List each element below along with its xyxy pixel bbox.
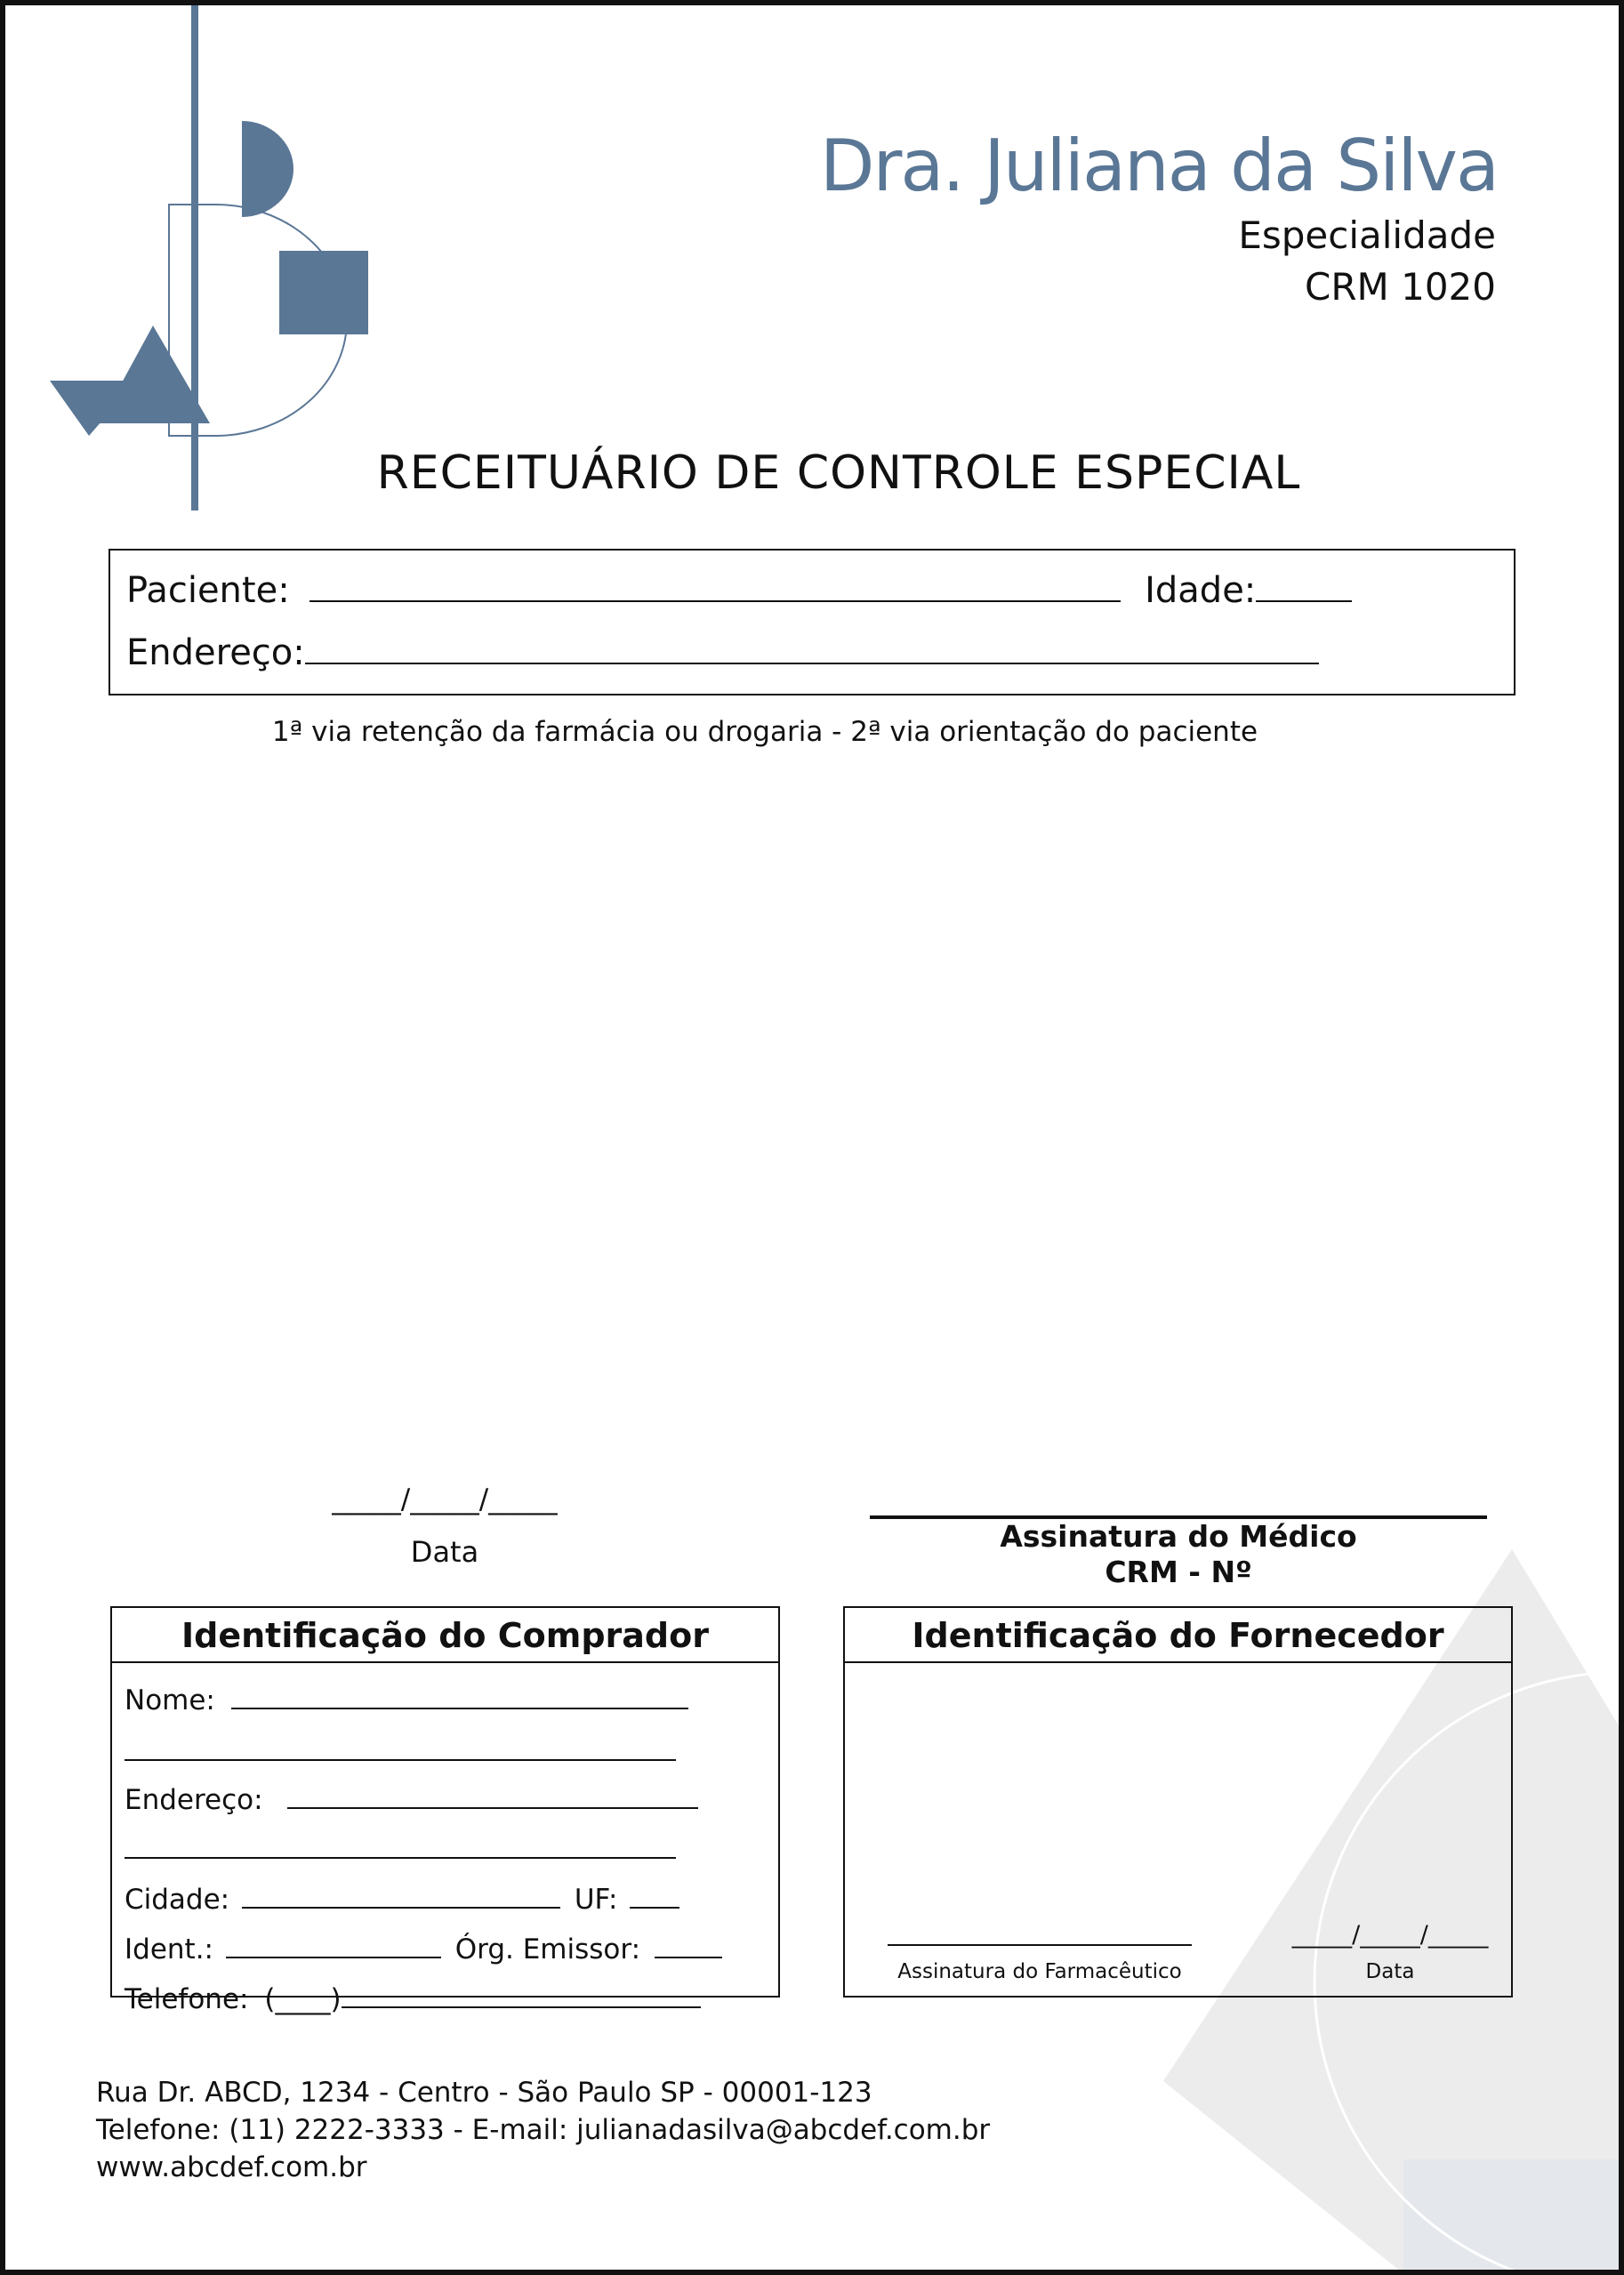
pharmacist-signature-line[interactable] — [888, 1944, 1192, 1946]
buyer-phone-field[interactable] — [342, 1980, 701, 2008]
patient-name-label: Paciente: — [126, 570, 290, 611]
supplier-box-title: Identificação do Fornecedor — [845, 1608, 1511, 1663]
prescription-date-label: Data — [410, 1535, 479, 1569]
patient-box — [109, 549, 1515, 695]
buyer-issuer-field[interactable] — [655, 1930, 722, 1958]
buyer-phone-prefix: (____) — [264, 1983, 342, 2015]
via-note: 1ª via retenção da farmácia ou drogaria - 2ª via orientação do paciente — [271, 716, 1258, 748]
patient-name-row — [126, 568, 1352, 611]
prescription-date-field[interactable]: _____/_____/_____ — [332, 1483, 558, 1515]
buyer-box-title: Identificação do Comprador — [112, 1608, 778, 1663]
buyer-uf-label: UF: — [574, 1884, 618, 1916]
supplier-date-label: Data — [1365, 1960, 1415, 1983]
buyer-city-row — [125, 1880, 679, 1916]
buyer-phone-label: Telefone: — [125, 1983, 249, 2015]
buyer-uf-field[interactable] — [630, 1880, 679, 1909]
doctor-crm: CRM 1020 — [1305, 265, 1496, 309]
doctor-specialty: Especialidade — [1238, 213, 1496, 257]
doctor-signature-title — [870, 1519, 1487, 1590]
pharmacist-signature-label: Assinatura do Farmacêutico — [897, 1960, 1182, 1983]
buyer-name-field[interactable] — [231, 1681, 688, 1709]
buyer-address-label: Endereço: — [125, 1784, 263, 1816]
buyer-city-field[interactable] — [242, 1880, 560, 1909]
supplier-date-field[interactable]: _____/_____/_____ — [1291, 1921, 1489, 1949]
logo-graphic — [44, 0, 418, 516]
patient-address-row — [126, 631, 1319, 673]
doctor-crm-label: CRM - Nº — [1105, 1555, 1252, 1589]
patient-age-label: Idade: — [1145, 570, 1257, 611]
buyer-address-row — [125, 1781, 698, 1816]
patient-name-field[interactable] — [310, 568, 1121, 602]
buyer-name-row2 — [125, 1732, 676, 1768]
footer — [96, 2074, 990, 2186]
document-title-wrapper — [0, 446, 1624, 500]
buyer-name-row — [125, 1681, 688, 1716]
buyer-address-field-2[interactable] — [125, 1830, 676, 1859]
patient-age-field[interactable] — [1256, 568, 1352, 602]
buyer-city-label: Cidade: — [125, 1884, 230, 1916]
buyer-ident-field[interactable] — [226, 1930, 441, 1958]
footer-website: www.abcdef.com.br — [96, 2151, 367, 2183]
document-title: RECEITUÁRIO DE CONTROLE ESPECIAL — [376, 446, 1301, 500]
footer-contact: Telefone: (11) 2222-3333 - E-mail: julianadasilva@abcdef.com.br — [96, 2114, 991, 2146]
patient-address-label: Endereço: — [126, 632, 305, 673]
buyer-address-row2 — [125, 1830, 676, 1866]
buyer-name-field-2[interactable] — [125, 1732, 676, 1761]
buyer-address-field[interactable] — [287, 1781, 698, 1809]
patient-address-field[interactable] — [305, 631, 1319, 664]
doctor-signature-label: Assinatura do Médico — [1000, 1519, 1357, 1554]
buyer-ident-label: Ident.: — [125, 1933, 213, 1966]
buyer-issuer-label: Órg. Emissor: — [454, 1933, 641, 1966]
footer-address: Rua Dr. ABCD, 1234 - Centro - São Paulo SP - 00001-123 — [96, 2077, 872, 2109]
buyer-name-label: Nome: — [125, 1684, 215, 1716]
buyer-ident-row — [125, 1930, 722, 1966]
doctor-name: Dra. Juliana da Silva — [819, 125, 1498, 207]
buyer-phone-row — [125, 1980, 701, 2015]
